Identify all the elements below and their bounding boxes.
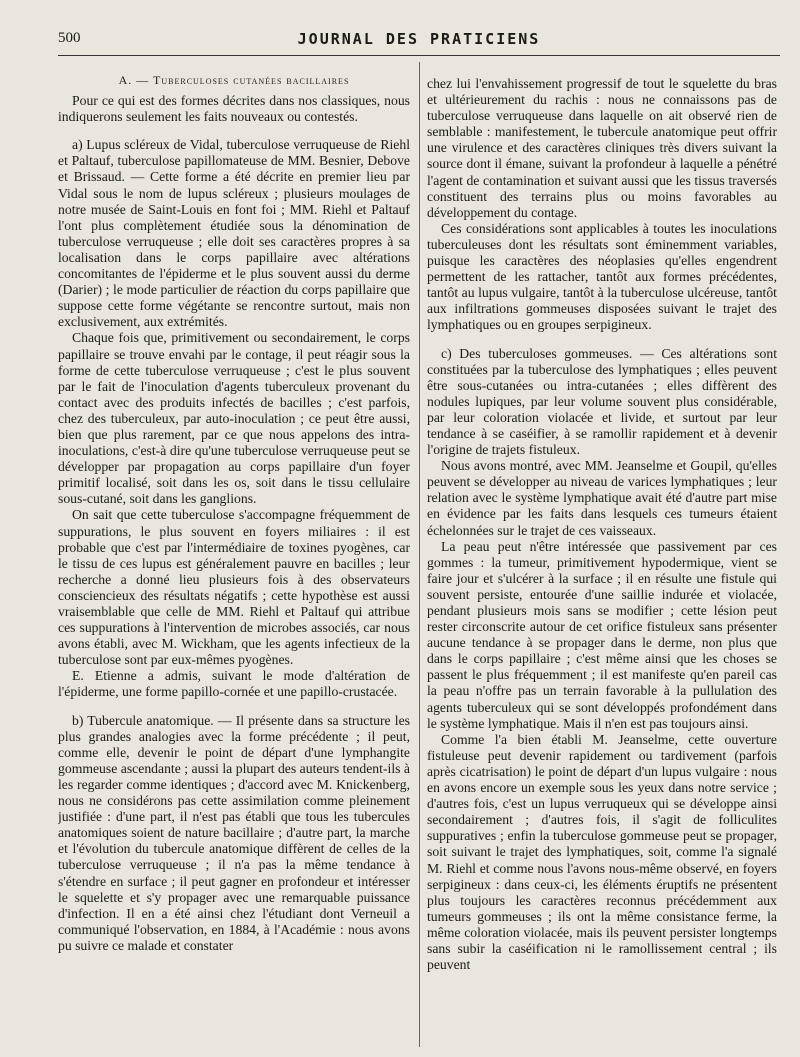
left-column <box>58 72 410 1047</box>
paragraph: Nous avons montré, avec MM. Jeanselme et Goupil, qu'elles peuvent se développer au niveau de varices lymphatiques ; leur relation avec le système lymphatique avait été d'autre part mise en évidence par les faits dans lesquels ces tumeurs étaient échelonnées sur le trajet de ces vaisseaux. <box>427 458 777 538</box>
paragraph: Ces considérations sont applicables à toutes les inoculations tuberculeuses dont les résultats sont éminemment variables, puisque les caractères des néoplasies qu'elles engendrent permettent de les rattacher, tantôt aux formes précédentes, tantôt au lupus vulgaire, tantôt à la tuberculose ulcéreuse, tantôt aux infiltrations gommeuses disposées suivant le trajet des lymphatiques ou en groupes serpigineux. <box>427 220 777 333</box>
paragraph: Pour ce qui est des formes décrites dans nos classiques, nous indiquerons seulement les faits nouveaux ou contestés. <box>58 93 410 125</box>
running-title: JOURNAL DES PRATICIENS <box>297 30 541 48</box>
paragraph: Comme l'a bien établi M. Jeanselme, cette ouverture fistuleuse peut devenir rapidement ou tardivement (parfois après cicatrisation) le point de départ d'un lupus vulgaire : nous en avons encore un exemple sous les yeux dans notre service ; d'autres fois, c'est un lupus verruqueux qui se développe ainsi secondairement ; d'autres fois, il s'agit de folliculites suppuratives ; enfin la tuberculose gommeuse peut se propager, soit suivant le trajet des lymphatiques, soit, comme l'a signalé M. Riehl et comme nous l'avons nous-même observé, en foyers serpigineux : dans ceux-ci, les éléments éruptifs ne présentent plus toujours les caractères reconnus précédemment aux tumeurs gommeuses ; ils ont la même consistance ferme, la même coloration violacée, mais ils peuvent persister longtemps sans subir la caséification ni le ramollissement central ; ils peuvent <box>427 731 777 973</box>
paragraph: chez lui l'envahissement progressif de tout le squelette du bras et ultérieurement du rachis : nous ne connaissons pas de tuberculose verruqueuse dans laquelle on ait observé rien de semblable : manifestement, le tubercule anatomique peut offrir une virulence et des caractères cliniques très divers suivant la source dont il émane, suivant la profondeur à laquelle a pénétré l'agent de contamination et suivant aussi que les tissus traversés constituent des terrains plus ou moins favorables au développement du contage. <box>427 76 777 220</box>
header-rule <box>58 55 780 56</box>
paragraph: c) Des tuberculoses gommeuses. — Ces altérations sont constituées par la tuberculose des lymphatiques ; elles peuvent être sous-cutanées ou intra-cutanées ; elles diffèrent des nodules lupiques, par leur volume souvent plus considérable, par leur coloration violacée et livide, et surtout par leur tendance à se caséifier, à se ramollir rapidement et à devenir l'origine de trajets fistuleux. <box>427 345 777 458</box>
paragraph: E. Etienne a admis, suivant le mode d'altération de l'épiderme, une forme papillo-cornée et une papillo-crustacée. <box>58 668 410 700</box>
right-column <box>427 76 777 1051</box>
paragraph: a) Lupus scléreux de Vidal, tuberculose verruqueuse de Riehl et Paltauf, tuberculose papillomateuse de MM. Besnier, Debove et Brissaud. — Cette forme a été décrite en premier lieu par Vidal sous le nom de lupus scléreux ; plusieurs moulages de notre musée de Saint-Louis en font foi ; MM. Riehl et Paltauf l'ont plus complètement étudiée sous la dénomination de tuberculose verruqueuse ; elle doit ses caractères propres à sa localisation dans le corps papillaire avec altérations concomitantes de l'épiderme et le plus souvent aussi du derme (Darier) ; le mode particulier de réaction du corps papillaire que suppose cette forme végétante se rencontre surtout, mais non exclusivement, aux extrémités. <box>58 137 410 330</box>
column-divider <box>419 62 420 1047</box>
section-heading: A. — Tuberculoses cutanées bacillaires <box>118 73 350 87</box>
paragraph: Chaque fois que, primitivement ou secondairement, le corps papillaire se trouve envahi par le contage, il peut réagir sous la forme de cette tuberculose verruqueuse ; c'est le plus souvent par le fait de l'inoculation d'agents tuberculeux provenant du contact avec des produits infectés de bacilles ; c'est parfois, chez des tuberculeux, par auto-inoculation ; ce peut être aussi, bien que plus rarement, par ce que nous appelons des intra-inoculations, c'est-à dire qu'une tuberculose verruqueuse peut se développer par propagation au corps papillaire d'un foyer primitif localisé, soit dans les os, soit dans le tissu cellulaire sous-cutané, soit dans les ganglions. <box>58 330 410 507</box>
paragraph: b) Tubercule anatomique. — Il présente dans sa structure les plus grandes analogies avec la forme précédente ; il peut, comme elle, devenir le point de départ d'une lymphangite gommeuse ascendante ; aussi la plupart des auteurs tendent-ils à les regarder comme identiques ; d'accord avec M. Knickenberg, nous ne considérons pas cette assimilation comme pleinement justifiée : d'une part, il n'est pas établi que tous les tubercules anatomiques soient de nature bacillaire ; d'autre part, la marche et l'évolution du tubercule anatomique diffèrent de celles de la tuberculose verruqueuse ; il n'a pas la même tendance à s'étendre en surface ; il peut gagner en profondeur et intéresser le squelette et s'y propager avec une remarquable puissance d'infection. Il en a été ainsi chez l'étudiant dont Verneuil a communiqué l'observation, en 1884, à l'Académie : nous avons pu suivre ce malade et constater <box>58 712 410 953</box>
page-number: 500 <box>58 30 81 46</box>
paragraph: La peau peut n'être intéressée que passivement par ces gommes : la tumeur, primitivement hypodermique, vient se faire jour et s'ulcérer à la surface ; il en résulte une fistule qui souvent persiste, entourée d'une saillie indurée et violacée, pendant plusieurs mois sans se modifier ; cette lésion peut rester circonscrite autour de cet orifice fistuleux sans présenter aucune tendance à se propager dans le derme, non plus que dans le corps papillaire ; c'est même ainsi que les choses se passent le plus fréquemment ; il est manifeste qu'en pareil cas la peau n'offre pas un terrain favorable à la pullulation des agents tuberculeux qui se sont développés profondément dans le système lymphatique. Mais il n'en est pas toujours ainsi. <box>427 538 777 731</box>
paragraph: On sait que cette tuberculose s'accompagne fréquemment de suppurations, le plus souvent en foyers miliaires : il est probable que c'est par l'intermédiaire de toxines pyogènes, car le tissu de ces lupus est généralement pauvre en bacilles ; leur recherche a donné lieu plusieurs fois à des observateurs consciencieux des résultats négatifs ; cette hypothèse est aussi vraisemblable que celle de MM. Riehl et Paltauf qui attribue ces suppurations à l'intervention de microbes associés, car nous avons établi, avec M. Wickham, que les agents infectieux de la tuberculose sont par eux-mêmes pyogènes. <box>58 507 410 668</box>
page-header <box>58 30 780 50</box>
